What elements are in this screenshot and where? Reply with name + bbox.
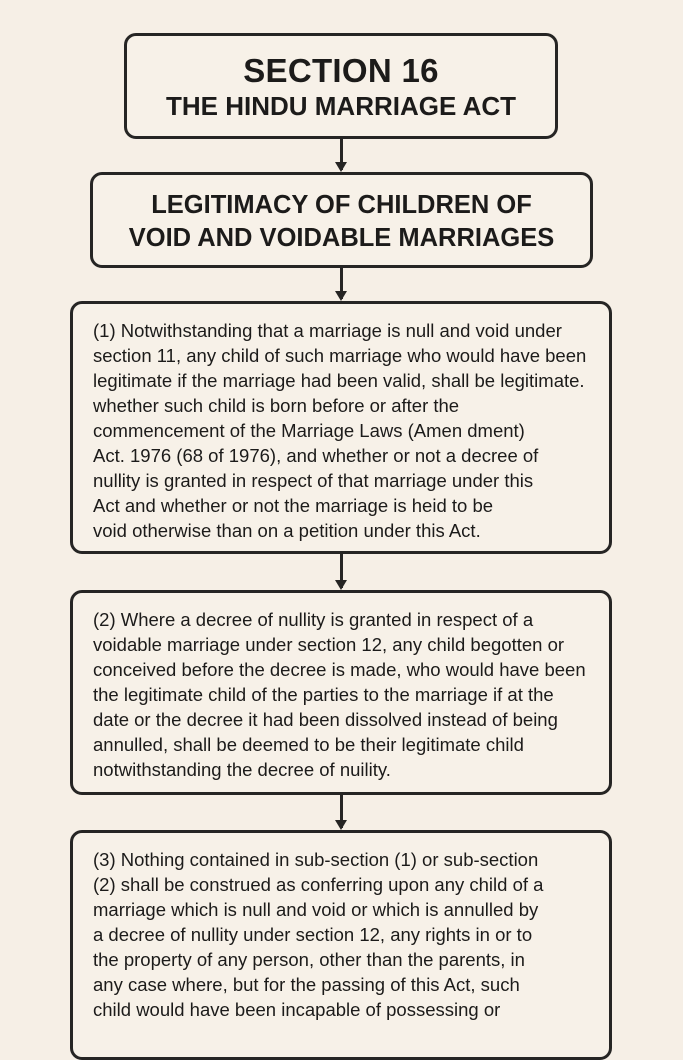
clause-2-box [70,590,612,795]
subject-line-2: VOID AND VOIDABLE MARRIAGES [128,224,555,252]
clause-2-text: (2) Where a decree of nullity is granted in respect of a voidable marriage under section 12, any child begotten or conceived before the decree is made, who would have been the legitimate child of the parties to the marriage if at the date or the decree it had been dissolved instead of being annulled, shall be deemed to be their legitimate child notwithstanding the decree of nuility. [93,609,586,780]
clause-1-text: (1) Notwithstanding that a marriage is null and void under section 11, any child of such marriage who would have been legitimate if the marriage had been valid, shall be legitimate. whether such child is born before or after the commencement of the Marriage Laws (Amen dment) Act. 1976 (68 of 1976), and whether or not a decree of nullity is granted in respect of that marriage under this Act and whether or not the marriage is heid to be void otherwise than on a petition under this Act. [93,320,587,541]
subject-box [90,172,593,268]
act-name: THE HINDU MARRIAGE ACT [165,91,517,121]
connector-arrow-2 [340,268,343,299]
clause-1-box [70,301,612,554]
section-title-box [124,33,558,139]
connector-arrow-3 [340,554,343,588]
clause-3-text: (3) Nothing contained in sub-section (1) or sub-section (2) shall be construed as conferring upon any child of a marriage which is null and void or which is annulled by a decree of nullity under section 12, any rights in or to the property of any person, other than the parents, in any case where, but for the passing of this Act, such child would have been incapable of possessing or [93,849,544,1020]
connector-arrow-1 [340,139,343,170]
section-number: SECTION 16 [243,52,439,89]
clause-3-box [70,830,612,1060]
subject-line-1: LEGITIMACY OF CHILDREN OF [151,191,532,219]
connector-arrow-4 [340,795,343,828]
